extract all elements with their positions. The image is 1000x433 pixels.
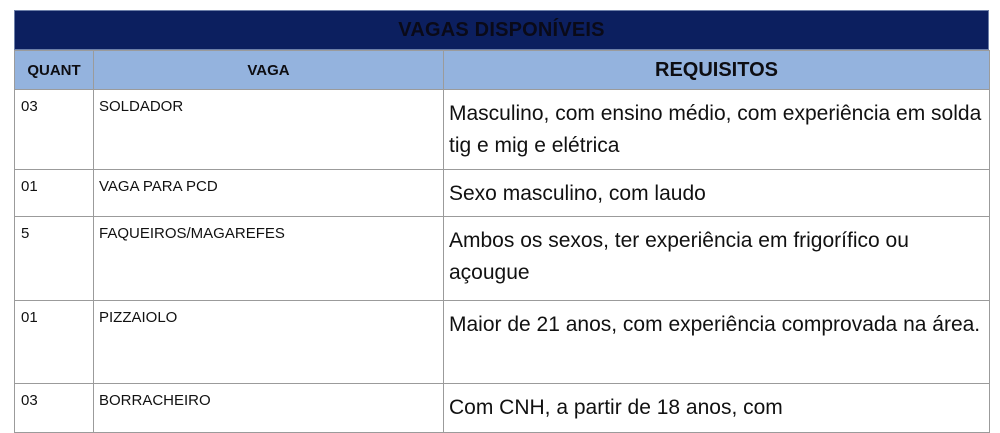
cell-vaga: FAQUEIROS/MAGAREFES: [94, 217, 444, 301]
cell-requisitos: Sexo masculino, com laudo: [444, 170, 990, 217]
cell-vaga: SOLDADOR: [94, 90, 444, 170]
job-table-container: [14, 10, 989, 433]
cell-requisitos: Com CNH, a partir de 18 anos, com: [444, 384, 990, 433]
table-row: [15, 217, 990, 301]
table-title: VAGAS DISPONÍVEIS: [14, 10, 989, 50]
cell-quant: 01: [15, 301, 94, 384]
cell-quant: 03: [15, 90, 94, 170]
cell-quant: 5: [15, 217, 94, 301]
cell-requisitos: Ambos os sexos, ter experiência em frigorífico ou açougue: [444, 217, 990, 301]
cell-vaga: BORRACHEIRO: [94, 384, 444, 433]
table-row: [15, 90, 990, 170]
cell-quant: 03: [15, 384, 94, 433]
cell-quant: 01: [15, 170, 94, 217]
cell-vaga: PIZZAIOLO: [94, 301, 444, 384]
table-row: [15, 384, 990, 433]
header-vaga: VAGA: [94, 51, 444, 90]
cell-requisitos: Masculino, com ensino médio, com experiência em solda tig e mig e elétrica: [444, 90, 990, 170]
cell-requisitos: Maior de 21 anos, com experiência comprovada na área.: [444, 301, 990, 384]
job-table: [14, 50, 990, 433]
table-row: [15, 301, 990, 384]
header-requisitos: REQUISITOS: [444, 51, 990, 90]
header-quant: QUANT: [15, 51, 94, 90]
header-row: [15, 51, 990, 90]
cell-vaga: VAGA PARA PCD: [94, 170, 444, 217]
table-row: [15, 170, 990, 217]
